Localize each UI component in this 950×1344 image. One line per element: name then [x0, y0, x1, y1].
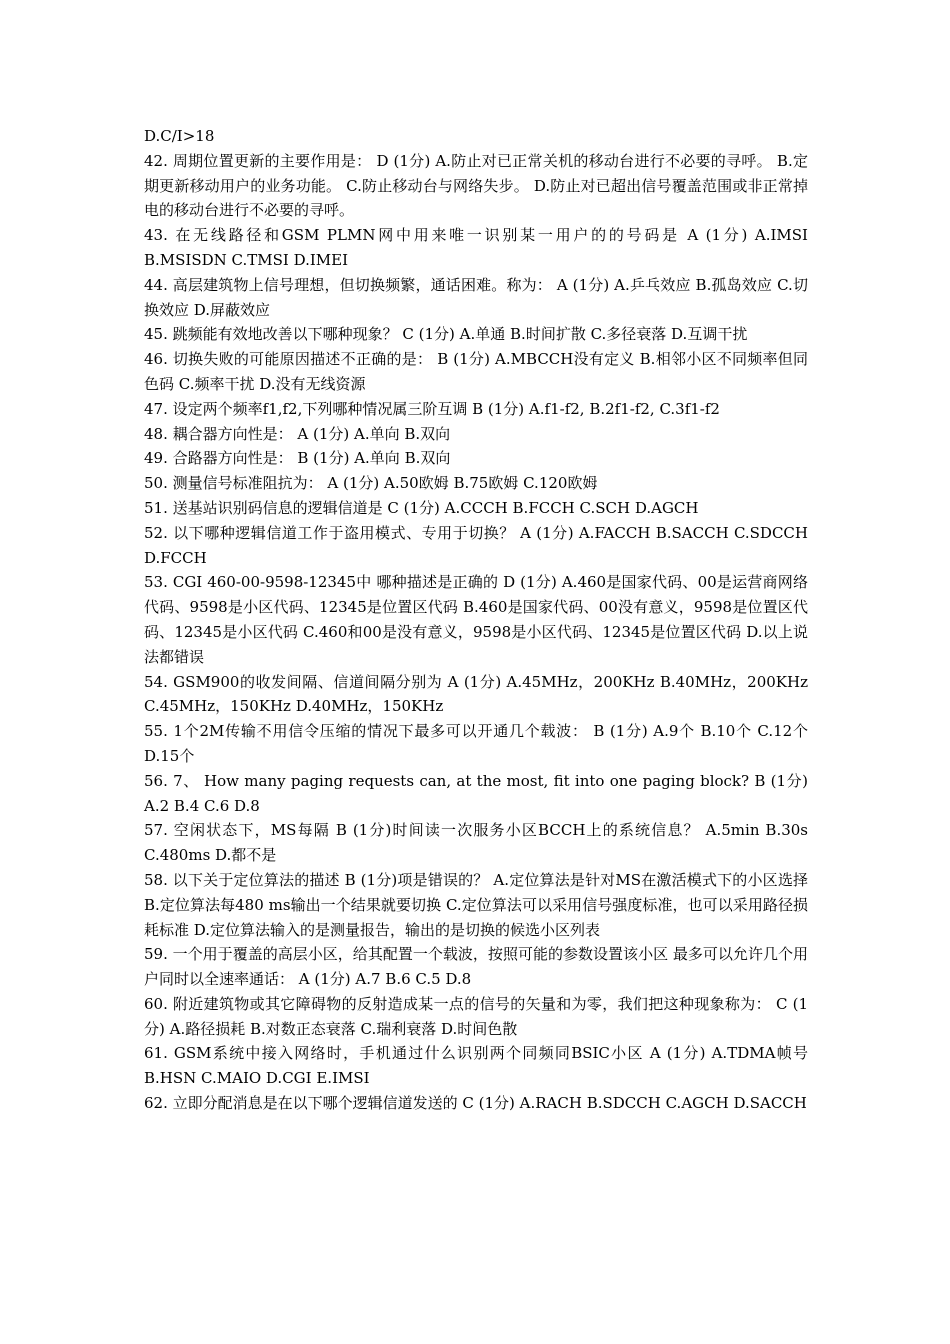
question-45: 45. 跳频能有效地改善以下哪种现象？ C (1分) A.单通 B.时间扩散 C.多径衰落 D.互调干扰	[144, 325, 748, 344]
question-55: 55. 1个2M传输不用信令压缩的情况下最多可以开通几个载波： B (1分) A.9个 B.10个 C.12个 D.15个	[144, 722, 808, 765]
question-54: 54. GSM900的收发间隔、信道间隔分别为 A (1分) A.45MHz，200KHz B.40MHz，200KHz C.45MHz，150KHz D.40MHz，150KHz	[144, 672, 808, 716]
question-53: 53. CGI 460-00-9598-12345中 哪种描述是正确的 D (1分) A.460是国家代码、00是运营商网络代码、9598是小区代码、12345是位置区代码 B.460是国家代码、00没有意义，9598是位置区代码、12345是小区代码 C.460和00是没有意义，9598是小区代码、12345是位置区代码 D.以上说法都错误	[144, 573, 808, 666]
question-61: 61. GSM系统中接入网络时，手机通过什么识别两个同频同BSIC小区 A (1分) A.TDMA帧号 B.HSN C.MAIO D.CGI E.IMSI	[144, 1044, 808, 1088]
question-47: 47. 设定两个频率f1,f2,下列哪种情况属三阶互调 B (1分) A.f1-f2, B.2f1-f2, C.3f1-f2	[144, 399, 720, 418]
question-50: 50. 测量信号标准阻抗为： A (1分) A.50欧姆 B.75欧姆 C.120欧姆	[144, 474, 598, 493]
question-48: 48. 耦合器方向性是： A (1分) A.单向 B.双向	[144, 424, 451, 443]
question-52: 52. 以下哪种逻辑信道工作于盗用模式、专用于切换？ A (1分) A.FACCH B.SACCH C.SDCCH D.FCCH	[144, 523, 808, 567]
question-46: 46. 切换失败的可能原因描述不正确的是： B (1分) A.MBCCH没有定义 B.相邻小区不同频率但同色码 C.频率干扰 D.没有无线资源	[144, 350, 808, 393]
question-49: 49. 合路器方向性是： B (1分) A.单向 B.双向	[144, 449, 451, 468]
question-42: 42. 周期位置更新的主要作用是： D (1分) A.防止对已正常关机的移动台进行不必要的寻呼。 B.定期更新移动用户的业务功能。 C.防止移动台与网络失步。 D.防止对已超出信号覆盖范围或非正常掉电的移动台进行不必要的寻呼。	[144, 151, 808, 220]
document-body	[144, 124, 808, 1116]
question-41-tail: D.C/I>18	[144, 127, 215, 145]
question-43: 43. 在无线路径和GSM PLMN网中用来唯一识别某一用户的的号码是 A (1分) A.IMSI B.MSISDN C.TMSI D.IMEI	[144, 226, 808, 269]
question-56: 56. 7、 How many paging requests can, at the most, fit into one paging block? B (1分) A.2 B.4 C.6 D.8	[144, 771, 808, 815]
question-58: 58. 以下关于定位算法的描述 B (1分)项是错误的？ A.定位算法是针对MS在激活模式下的小区选择 B.定位算法每480 ms输出一个结果就要切换 C.定位算法可以采用信号强度标准，也可以采用路径损耗标准 D.定位算法输入的是测量报告，输出的是切换的候选小区列表	[144, 870, 808, 939]
question-62: 62. 立即分配消息是在以下哪个逻辑信道发送的 C (1分) A.RACH B.SDCCH C.AGCH D.SACCH	[144, 1094, 807, 1113]
question-57: 57. 空闲状态下，MS每隔 B (1分)时间读一次服务小区BCCH上的系统信息？ A.5min B.30s C.480ms D.都不是	[144, 821, 808, 865]
question-51: 51. 送基站识别码信息的逻辑信道是 C (1分) A.CCCH B.FCCH C.SCH D.AGCH	[144, 498, 699, 517]
question-59: 59. 一个用于覆盖的高层小区，给其配置一个载波，按照可能的参数设置该小区 最多可以允许几个用户同时以全速率通话： A (1分) A.7 B.6 C.5 D.8	[144, 945, 808, 989]
question-60: 60. 附近建筑物或其它障碍物的反射造成某一点的信号的矢量和为零，我们把这种现象称为： C (1分) A.路径损耗 B.对数正态衰落 C.瑞利衰落 D.时间色散	[144, 994, 808, 1038]
question-44: 44. 高层建筑物上信号理想，但切换频繁，通话困难。称为： A (1分) A.乒乓效应 B.孤岛效应 C.切换效应 D.屏蔽效应	[144, 275, 808, 319]
